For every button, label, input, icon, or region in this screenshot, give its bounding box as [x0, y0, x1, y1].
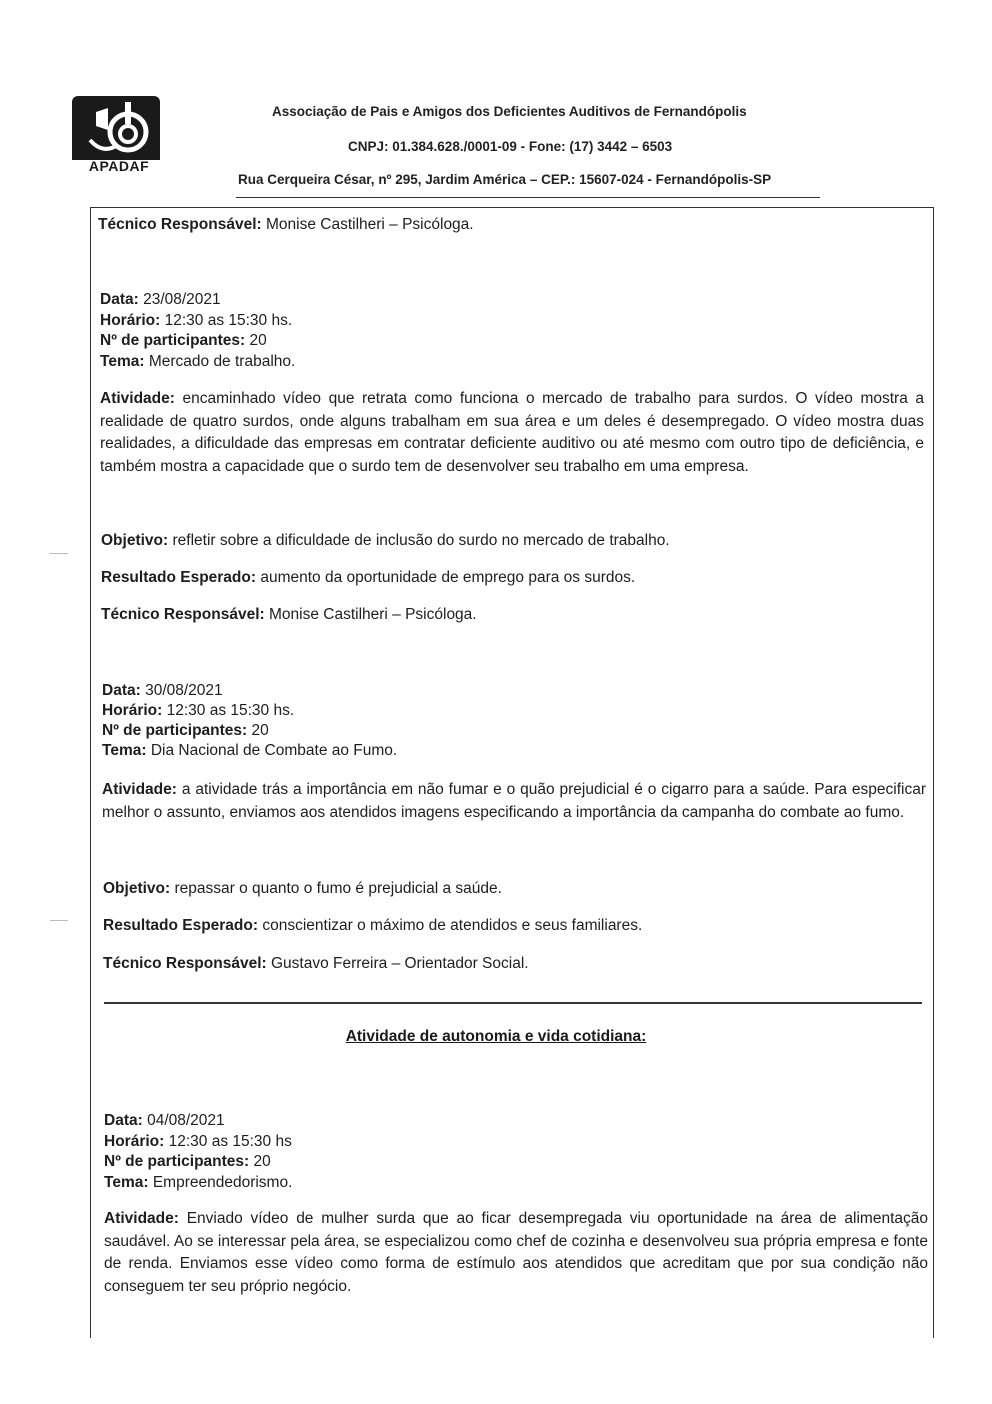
org-address: Rua Cerqueira César, nº 295, Jardim América – CEP.: 15607-024 - Fernandópolis-SP [238, 172, 772, 187]
top-tecnico-line [98, 216, 474, 234]
entry-1-participantes: Nº de participantes: 20 [100, 332, 267, 349]
entry-1-tecnico: Técnico Responsável: Monise Castilheri – Psicóloga. [101, 606, 477, 623]
entry-1-data: Data: 23/08/2021 [100, 291, 221, 308]
autonomia-atividade: Atividade: Enviado vídeo de mulher surda que ao ficar desempregada viu oportunidade na área de alimentação saudável. Ao se interessar pela área, se especializou como chef de cozinha e desenvolveu sua própria empresa e fonte de renda. Enviamos esse vídeo como forma de estímulo aos atendidos que acreditam que por sua condição não conseguem ter seu próprio negócio. [104, 1210, 929, 1295]
org-cnpj: CNPJ: 01.384.628./0001-09 - Fone: (17) 3442 – 6503 [348, 139, 673, 154]
section-title: Atividade de autonomia e vida cotidiana: [345, 1028, 647, 1045]
tecnico-value: Monise Castilheri – Psicóloga. [265, 216, 474, 233]
entry-2-resultado: Resultado Esperado: conscientizar o máximo de atendidos e seus familiares. [103, 917, 643, 934]
entry-1-resultado: Resultado Esperado: aumento da oportunidade de emprego para os surdos. [101, 569, 636, 586]
autonomia-participantes: Nº de participantes: 20 [104, 1153, 271, 1170]
logo-text: APADAF [88, 158, 150, 174]
autonomia-data: Data: 04/08/2021 [104, 1112, 225, 1129]
tecnico-label: Técnico Responsável: [98, 216, 262, 233]
apadaf-logo [72, 96, 162, 178]
header-divider [236, 197, 820, 198]
entry-2-tema: Tema: Dia Nacional de Combate ao Fumo. [102, 742, 398, 759]
entry-1-objetivo: Objetivo: refletir sobre a dificuldade de inclusão do surdo no mercado de trabalho. [101, 532, 670, 549]
autonomia-horario: Horário: 12:30 as 15:30 hs [104, 1133, 292, 1150]
entry-1-horario: Horário: 12:30 as 15:30 hs. [100, 312, 293, 329]
entry-1-atividade: Atividade: encaminhado vídeo que retrata como funciona o mercado de trabalho para surdos. O vídeo mostra a realidade de quatro surdos, onde alguns trabalham em sua área e um deles é desempregado. O vídeo mostra duas realidades, a dificuldade das empresas em contratar deficiente auditivo ou até mesmo com outro tipo de deficiência, e também mostra a capacidade que o surdo tem de desenvolver seu trabalho em uma empresa. [100, 390, 924, 475]
margin-mark [50, 920, 68, 921]
section-divider [104, 1002, 922, 1004]
logo-emblem-icon [72, 96, 160, 160]
entry-2-participantes: Nº de participantes: 20 [102, 722, 269, 739]
entry-1-tema: Tema: Mercado de trabalho. [100, 353, 296, 370]
margin-mark [50, 553, 68, 554]
entry-2-atividade: Atividade: a atividade trás a importância em não fumar e o quão prejudicial é o cigarro para a saúde. Para especificar melhor o assunto, enviamos aos atendidos imagens especificando a importância da campanha do combate ao fumo. [102, 781, 926, 821]
org-name: Associação de Pais e Amigos dos Deficientes Auditivos de Fernandópolis [272, 104, 747, 119]
entry-2-data: Data: 30/08/2021 [102, 682, 223, 699]
autonomia-tema: Tema: Empreendedorismo. [104, 1174, 293, 1191]
entry-2-tecnico: Técnico Responsável: Gustavo Ferreira – Orientador Social. [103, 955, 529, 972]
entry-2-objetivo: Objetivo: repassar o quanto o fumo é prejudicial a saúde. [103, 880, 502, 897]
entry-2-horario: Horário: 12:30 as 15:30 hs. [102, 702, 295, 719]
